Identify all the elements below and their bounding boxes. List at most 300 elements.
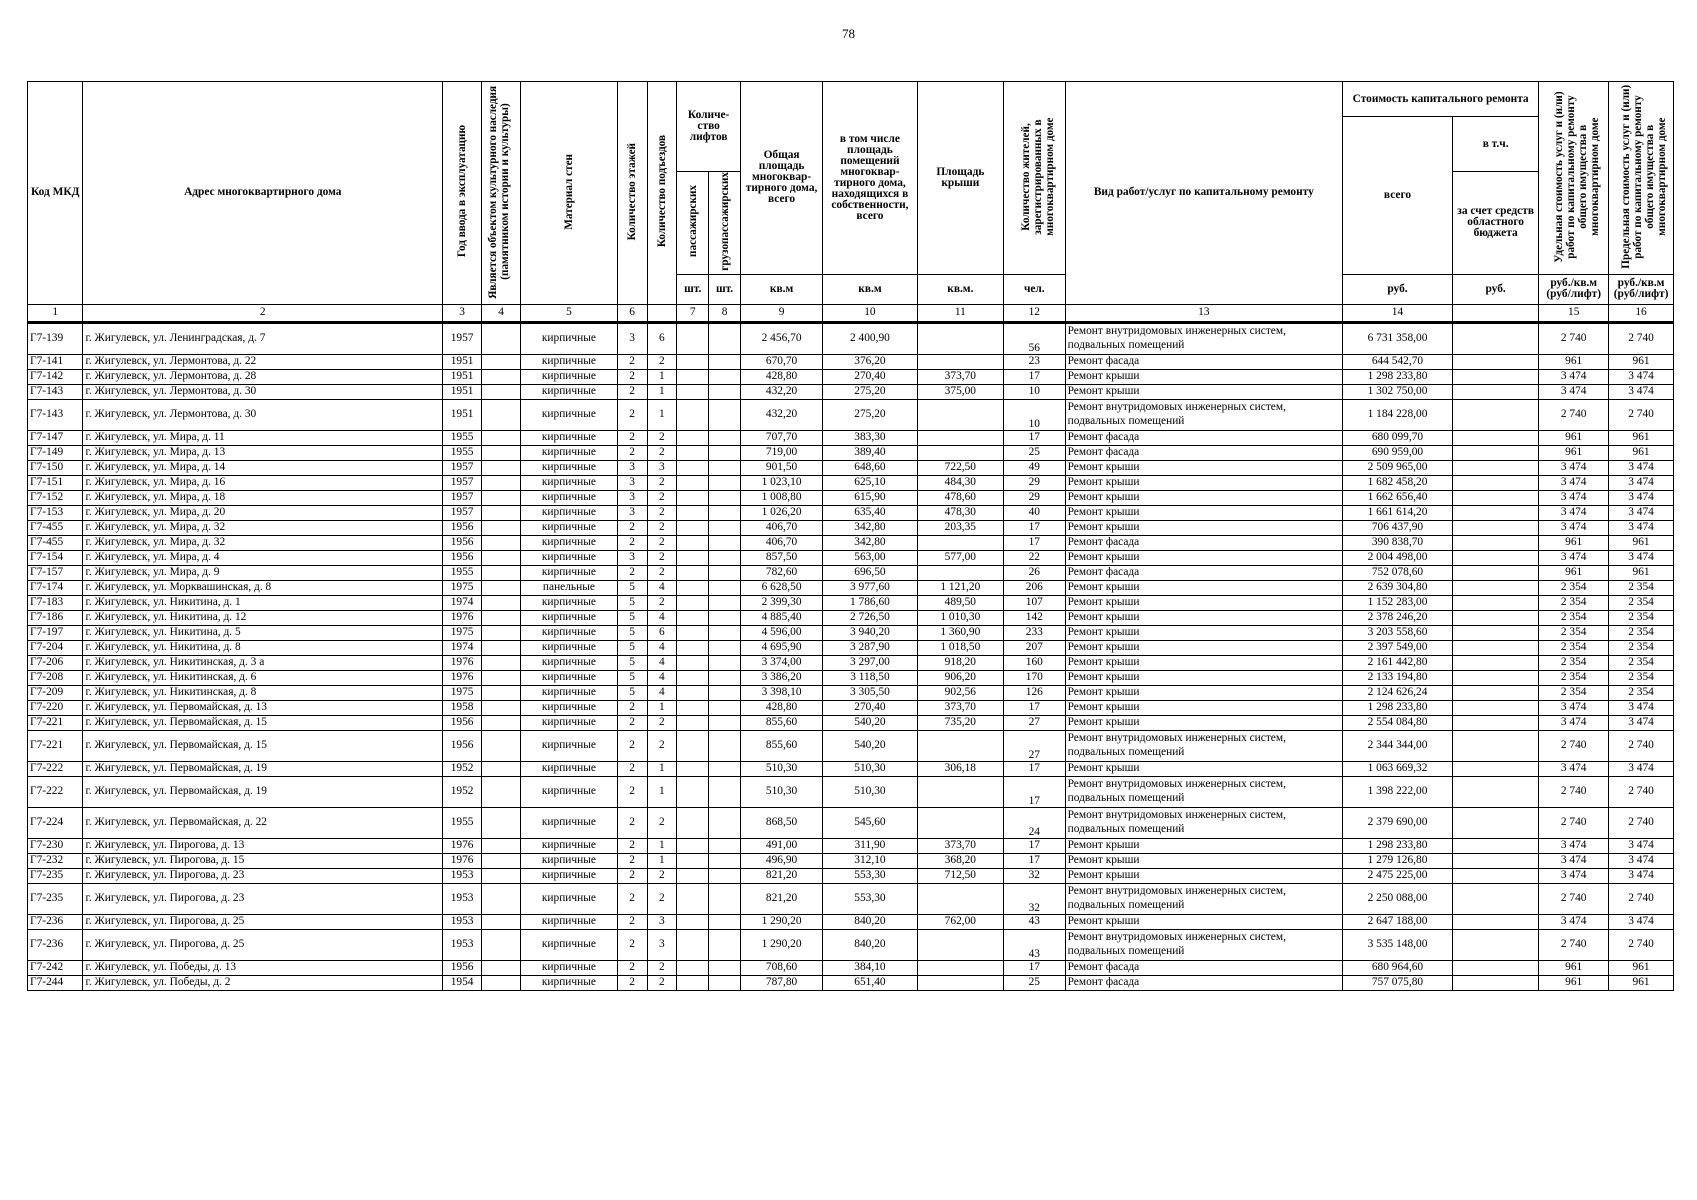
cell-code: Г7-204 <box>28 640 83 655</box>
cell-code: Г7-142 <box>28 369 83 384</box>
cell-owned-area: 1 786,60 <box>823 595 918 610</box>
cell-roof-area: 478,60 <box>917 490 1003 505</box>
cell-code: Г7-222 <box>28 776 83 807</box>
cell-entrances: 3 <box>647 929 677 960</box>
cell-work-type: Ремонт внутридомовых инженерных систем, подвальных помещений <box>1065 730 1342 761</box>
cell-year: 1974 <box>443 640 482 655</box>
cell-owned-area: 311,90 <box>823 838 918 853</box>
cell-cost-total: 1 398 222,00 <box>1343 776 1453 807</box>
cell-passenger <box>677 322 709 354</box>
cell-total-area: 821,20 <box>740 868 822 883</box>
cell-roof-area: 368,20 <box>917 853 1003 868</box>
cell-roof-area: 203,35 <box>917 520 1003 535</box>
cell-freight <box>709 700 741 715</box>
column-number: 14 <box>1343 304 1453 322</box>
cell-work-type: Ремонт фасада <box>1065 430 1342 445</box>
cell-address: г. Жигулевск, ул. Мира, д. 32 <box>83 520 443 535</box>
cell-material: кирпичные <box>521 595 618 610</box>
header-material: Материал стен <box>521 82 618 305</box>
cell-address: г. Жигулевск, ул. Мира, д. 11 <box>83 430 443 445</box>
column-number: 3 <box>443 304 482 322</box>
cell-heritage <box>482 868 521 883</box>
cell-freight <box>709 369 741 384</box>
cell-owned-area: 275,20 <box>823 384 918 399</box>
cell-heritage <box>482 354 521 369</box>
cell-cost-total: 752 078,60 <box>1343 565 1453 580</box>
table-row <box>28 700 1674 715</box>
cell-cost-total: 644 542,70 <box>1343 354 1453 369</box>
cell-residents: 24 <box>1003 807 1065 838</box>
cell-cost-total: 1 279 126,80 <box>1343 853 1453 868</box>
cell-freight <box>709 975 741 990</box>
cell-heritage <box>482 640 521 655</box>
cell-regional <box>1452 730 1538 761</box>
cell-heritage <box>482 761 521 776</box>
unit-regional: руб. <box>1452 274 1538 304</box>
cell-max-cost: 2 354 <box>1609 670 1674 685</box>
cell-material: кирпичные <box>521 868 618 883</box>
cell-year: 1956 <box>443 730 482 761</box>
cell-passenger <box>677 761 709 776</box>
cell-unit-cost: 3 474 <box>1539 550 1609 565</box>
column-number: 10 <box>823 304 918 322</box>
cell-max-cost: 3 474 <box>1609 505 1674 520</box>
cell-roof-area: 375,00 <box>917 384 1003 399</box>
unit-max-cost: руб./кв.м (руб/лифт) <box>1609 274 1674 304</box>
cell-residents: 40 <box>1003 505 1065 520</box>
cell-work-type: Ремонт крыши <box>1065 550 1342 565</box>
cell-code: Г7-143 <box>28 384 83 399</box>
table-row <box>28 868 1674 883</box>
cell-code: Г7-208 <box>28 670 83 685</box>
cell-total-area: 428,80 <box>740 369 822 384</box>
cell-unit-cost: 2 740 <box>1539 399 1609 430</box>
cell-heritage <box>482 929 521 960</box>
cell-owned-area: 510,30 <box>823 761 918 776</box>
table-row <box>28 520 1674 535</box>
cell-year: 1951 <box>443 354 482 369</box>
cell-residents: 29 <box>1003 490 1065 505</box>
cell-total-area: 2 399,30 <box>740 595 822 610</box>
column-number: 15 <box>1539 304 1609 322</box>
cell-material: кирпичные <box>521 685 618 700</box>
cell-heritage <box>482 460 521 475</box>
cell-owned-area: 840,20 <box>823 914 918 929</box>
cell-unit-cost: 3 474 <box>1539 761 1609 776</box>
cell-unit-cost: 3 474 <box>1539 505 1609 520</box>
cell-heritage <box>482 838 521 853</box>
cell-passenger <box>677 838 709 853</box>
cell-floors: 2 <box>617 369 647 384</box>
cell-entrances: 4 <box>647 640 677 655</box>
cell-entrances: 2 <box>647 730 677 761</box>
cell-cost-total: 2 475 225,00 <box>1343 868 1453 883</box>
cell-code: Г7-224 <box>28 807 83 838</box>
header-max-cost: Предельная стоимость услуг и (или) работ по капитальному ремонту общего имущества в многоквартирном доме <box>1609 82 1674 275</box>
unit-cost-total: руб. <box>1343 274 1453 304</box>
cell-max-cost: 3 474 <box>1609 475 1674 490</box>
cell-passenger <box>677 490 709 505</box>
cell-year: 1975 <box>443 625 482 640</box>
table-body <box>28 322 1674 990</box>
cell-regional <box>1452 761 1538 776</box>
cell-year: 1976 <box>443 853 482 868</box>
cell-entrances: 6 <box>647 322 677 354</box>
cell-regional <box>1452 975 1538 990</box>
cell-work-type: Ремонт крыши <box>1065 640 1342 655</box>
cell-owned-area: 3 287,90 <box>823 640 918 655</box>
cell-material: кирпичные <box>521 838 618 853</box>
cell-total-area: 1 026,20 <box>740 505 822 520</box>
cell-total-area: 3 386,20 <box>740 670 822 685</box>
cell-residents: 49 <box>1003 460 1065 475</box>
cell-floors: 2 <box>617 565 647 580</box>
cell-floors: 5 <box>617 580 647 595</box>
cell-heritage <box>482 399 521 430</box>
header-heritage: Является объектом культурного наследия (памятником истории и культуры) <box>482 82 521 305</box>
cell-work-type: Ремонт крыши <box>1065 853 1342 868</box>
cell-roof-area <box>917 354 1003 369</box>
cell-work-type: Ремонт крыши <box>1065 914 1342 929</box>
cell-total-area: 3 398,10 <box>740 685 822 700</box>
cell-cost-total: 680 099,70 <box>1343 430 1453 445</box>
cell-owned-area: 342,80 <box>823 520 918 535</box>
cell-heritage <box>482 685 521 700</box>
cell-floors: 2 <box>617 914 647 929</box>
cell-year: 1956 <box>443 520 482 535</box>
cell-cost-total: 2 133 194,80 <box>1343 670 1453 685</box>
cell-roof-area: 489,50 <box>917 595 1003 610</box>
cell-passenger <box>677 354 709 369</box>
cell-year: 1955 <box>443 445 482 460</box>
cell-total-area: 901,50 <box>740 460 822 475</box>
cell-max-cost: 2 740 <box>1609 776 1674 807</box>
cell-floors: 3 <box>617 490 647 505</box>
cell-unit-cost: 2 354 <box>1539 640 1609 655</box>
cell-passenger <box>677 550 709 565</box>
cell-material: кирпичные <box>521 565 618 580</box>
cell-material: кирпичные <box>521 505 618 520</box>
cell-roof-area <box>917 730 1003 761</box>
cell-code: Г7-244 <box>28 975 83 990</box>
cell-material: кирпичные <box>521 640 618 655</box>
cell-floors: 2 <box>617 776 647 807</box>
cell-material: кирпичные <box>521 655 618 670</box>
cell-passenger <box>677 399 709 430</box>
cell-roof-area <box>917 975 1003 990</box>
cell-entrances: 2 <box>647 354 677 369</box>
cell-year: 1976 <box>443 655 482 670</box>
cell-roof-area <box>917 883 1003 914</box>
cell-unit-cost: 2 740 <box>1539 929 1609 960</box>
cell-entrances: 2 <box>647 975 677 990</box>
cell-floors: 2 <box>617 700 647 715</box>
table-row <box>28 625 1674 640</box>
cell-owned-area: 553,30 <box>823 883 918 914</box>
cell-unit-cost: 961 <box>1539 354 1609 369</box>
table-row <box>28 655 1674 670</box>
cell-material: панельные <box>521 580 618 595</box>
cell-heritage <box>482 960 521 975</box>
cell-max-cost: 2 740 <box>1609 322 1674 354</box>
header-freight: грузопассажирских <box>709 172 741 275</box>
header-unit-cost: Удельная стоимость услуг и (или) работ по капитальному ремонту общего имущества в многоквартирном доме <box>1539 82 1609 275</box>
cell-roof-area: 373,70 <box>917 838 1003 853</box>
cell-roof-area <box>917 565 1003 580</box>
unit-total-area: кв.м <box>740 274 822 304</box>
cell-material: кирпичные <box>521 384 618 399</box>
table-row <box>28 730 1674 761</box>
cell-year: 1954 <box>443 975 482 990</box>
cell-residents: 22 <box>1003 550 1065 565</box>
cell-address: г. Жигулевск, ул. Никитина, д. 12 <box>83 610 443 625</box>
cell-floors: 3 <box>617 505 647 520</box>
cell-year: 1976 <box>443 838 482 853</box>
cell-regional <box>1452 960 1538 975</box>
cell-heritage <box>482 565 521 580</box>
cell-owned-area: 3 940,20 <box>823 625 918 640</box>
cell-passenger <box>677 505 709 520</box>
cell-entrances: 2 <box>647 505 677 520</box>
cell-cost-total: 3 203 558,60 <box>1343 625 1453 640</box>
cell-floors: 5 <box>617 595 647 610</box>
cell-code: Г7-206 <box>28 655 83 670</box>
cell-floors: 5 <box>617 670 647 685</box>
cell-heritage <box>482 730 521 761</box>
cell-owned-area: 563,00 <box>823 550 918 565</box>
cell-freight <box>709 610 741 625</box>
table-row <box>28 565 1674 580</box>
cell-residents: 17 <box>1003 776 1065 807</box>
cell-floors: 2 <box>617 730 647 761</box>
cell-unit-cost: 3 474 <box>1539 715 1609 730</box>
cell-code: Г7-220 <box>28 700 83 715</box>
cell-owned-area: 696,50 <box>823 565 918 580</box>
cell-address: г. Жигулевск, ул. Ленинградская, д. 7 <box>83 322 443 354</box>
table-row <box>28 399 1674 430</box>
cell-work-type: Ремонт крыши <box>1065 460 1342 475</box>
cell-year: 1952 <box>443 761 482 776</box>
cell-total-area: 1 290,20 <box>740 914 822 929</box>
cell-work-type: Ремонт внутридомовых инженерных систем, подвальных помещений <box>1065 883 1342 914</box>
cell-cost-total: 2 397 549,00 <box>1343 640 1453 655</box>
cell-owned-area: 270,40 <box>823 369 918 384</box>
cell-passenger <box>677 445 709 460</box>
cell-max-cost: 2 354 <box>1609 595 1674 610</box>
cell-total-area: 432,20 <box>740 399 822 430</box>
cell-cost-total: 1 298 233,80 <box>1343 369 1453 384</box>
cell-year: 1957 <box>443 475 482 490</box>
cell-owned-area: 840,20 <box>823 929 918 960</box>
cell-address: г. Жигулевск, ул. Мира, д. 14 <box>83 460 443 475</box>
cell-total-area: 432,20 <box>740 384 822 399</box>
cell-roof-area: 906,20 <box>917 670 1003 685</box>
table-row <box>28 430 1674 445</box>
cell-heritage <box>482 369 521 384</box>
cell-work-type: Ремонт внутридомовых инженерных систем, подвальных помещений <box>1065 322 1342 354</box>
cell-address: г. Жигулевск, ул. Пирогова, д. 23 <box>83 868 443 883</box>
cell-code: Г7-222 <box>28 761 83 776</box>
cell-owned-area: 270,40 <box>823 700 918 715</box>
cell-max-cost: 2 354 <box>1609 610 1674 625</box>
cell-freight <box>709 807 741 838</box>
header-total-area: Общая площадь многоквар-тирного дома, всего <box>740 82 822 275</box>
cell-freight <box>709 761 741 776</box>
cell-total-area: 4 885,40 <box>740 610 822 625</box>
cell-regional <box>1452 580 1538 595</box>
header-year: Год ввода в эксплуатацию <box>443 82 482 305</box>
cell-heritage <box>482 505 521 520</box>
cell-roof-area: 1 010,30 <box>917 610 1003 625</box>
cell-residents: 233 <box>1003 625 1065 640</box>
cell-owned-area: 342,80 <box>823 535 918 550</box>
cell-address: г. Жигулевск, ул. Первомайская, д. 15 <box>83 715 443 730</box>
cell-cost-total: 2 124 626,24 <box>1343 685 1453 700</box>
cell-material: кирпичные <box>521 610 618 625</box>
table-row <box>28 670 1674 685</box>
cell-regional <box>1452 520 1538 535</box>
cell-owned-area: 312,10 <box>823 853 918 868</box>
cell-unit-cost: 2 354 <box>1539 580 1609 595</box>
cell-regional <box>1452 640 1538 655</box>
cell-code: Г7-143 <box>28 399 83 430</box>
cell-regional <box>1452 550 1538 565</box>
cell-total-area: 855,60 <box>740 730 822 761</box>
table-row <box>28 776 1674 807</box>
cell-work-type: Ремонт крыши <box>1065 580 1342 595</box>
cell-entrances: 1 <box>647 384 677 399</box>
cell-cost-total: 1 661 614,20 <box>1343 505 1453 520</box>
cell-material: кирпичные <box>521 761 618 776</box>
cell-code: Г7-209 <box>28 685 83 700</box>
cell-entrances: 4 <box>647 655 677 670</box>
cell-material: кирпичные <box>521 776 618 807</box>
cell-roof-area <box>917 535 1003 550</box>
cell-passenger <box>677 853 709 868</box>
cell-regional <box>1452 700 1538 715</box>
cell-cost-total: 1 152 283,00 <box>1343 595 1453 610</box>
cell-total-area: 719,00 <box>740 445 822 460</box>
cell-floors: 2 <box>617 445 647 460</box>
cell-year: 1952 <box>443 776 482 807</box>
cell-address: г. Жигулевск, ул. Пирогова, д. 25 <box>83 929 443 960</box>
cell-work-type: Ремонт фасада <box>1065 445 1342 460</box>
cell-regional <box>1452 853 1538 868</box>
cell-residents: 43 <box>1003 914 1065 929</box>
cell-max-cost: 2 740 <box>1609 807 1674 838</box>
cell-passenger <box>677 883 709 914</box>
cell-work-type: Ремонт фасада <box>1065 975 1342 990</box>
cell-residents: 17 <box>1003 853 1065 868</box>
cell-freight <box>709 354 741 369</box>
cell-max-cost: 2 740 <box>1609 730 1674 761</box>
cell-address: г. Жигулевск, ул. Мира, д. 20 <box>83 505 443 520</box>
cell-freight <box>709 776 741 807</box>
cell-cost-total: 706 437,90 <box>1343 520 1453 535</box>
cell-year: 1957 <box>443 490 482 505</box>
header-cost: Стоимость капитального ремонта <box>1343 82 1539 117</box>
cell-residents: 206 <box>1003 580 1065 595</box>
cell-cost-total: 1 298 233,80 <box>1343 700 1453 715</box>
cell-freight <box>709 914 741 929</box>
cell-max-cost: 961 <box>1609 960 1674 975</box>
cell-residents: 160 <box>1003 655 1065 670</box>
cell-address: г. Жигулевск, ул. Мира, д. 32 <box>83 535 443 550</box>
unit-passenger: шт. <box>677 274 709 304</box>
column-number: 12 <box>1003 304 1065 322</box>
cell-regional <box>1452 914 1538 929</box>
unit-freight: шт. <box>709 274 741 304</box>
cell-work-type: Ремонт крыши <box>1065 868 1342 883</box>
cell-work-type: Ремонт крыши <box>1065 655 1342 670</box>
cell-regional <box>1452 490 1538 505</box>
table-row <box>28 960 1674 975</box>
cell-total-area: 406,70 <box>740 535 822 550</box>
cell-year: 1955 <box>443 807 482 838</box>
cell-freight <box>709 715 741 730</box>
cell-total-area: 406,70 <box>740 520 822 535</box>
cell-owned-area: 648,60 <box>823 460 918 475</box>
cell-floors: 2 <box>617 384 647 399</box>
cell-freight <box>709 655 741 670</box>
table-row <box>28 610 1674 625</box>
cell-max-cost: 2 354 <box>1609 625 1674 640</box>
cell-passenger <box>677 640 709 655</box>
cell-owned-area: 3 305,50 <box>823 685 918 700</box>
cell-total-area: 491,00 <box>740 838 822 853</box>
cell-code: Г7-230 <box>28 838 83 853</box>
cell-freight <box>709 640 741 655</box>
cell-residents: 23 <box>1003 354 1065 369</box>
cell-floors: 5 <box>617 685 647 700</box>
table-row <box>28 475 1674 490</box>
cell-entrances: 2 <box>647 883 677 914</box>
cell-regional <box>1452 838 1538 853</box>
cell-freight <box>709 565 741 580</box>
cell-material: кирпичные <box>521 445 618 460</box>
cell-owned-area: 540,20 <box>823 730 918 761</box>
cell-year: 1955 <box>443 430 482 445</box>
cell-cost-total: 2 379 690,00 <box>1343 807 1453 838</box>
cell-residents: 10 <box>1003 399 1065 430</box>
cell-heritage <box>482 580 521 595</box>
cell-address: г. Жигулевск, ул. Победы, д. 2 <box>83 975 443 990</box>
cell-total-area: 1 290,20 <box>740 929 822 960</box>
cell-regional <box>1452 384 1538 399</box>
cell-passenger <box>677 369 709 384</box>
cell-passenger <box>677 868 709 883</box>
cell-work-type: Ремонт крыши <box>1065 715 1342 730</box>
cell-residents: 17 <box>1003 838 1065 853</box>
cell-max-cost: 3 474 <box>1609 384 1674 399</box>
cell-regional <box>1452 929 1538 960</box>
cell-owned-area: 384,10 <box>823 960 918 975</box>
cell-address: г. Жигулевск, ул. Мира, д. 16 <box>83 475 443 490</box>
cell-max-cost: 961 <box>1609 430 1674 445</box>
cell-work-type: Ремонт крыши <box>1065 685 1342 700</box>
cell-cost-total: 2 639 304,80 <box>1343 580 1453 595</box>
cell-material: кирпичные <box>521 883 618 914</box>
cell-unit-cost: 3 474 <box>1539 700 1609 715</box>
table-row <box>28 595 1674 610</box>
cell-entrances: 1 <box>647 369 677 384</box>
cell-passenger <box>677 700 709 715</box>
table-row <box>28 807 1674 838</box>
cell-freight <box>709 883 741 914</box>
cell-passenger <box>677 685 709 700</box>
cell-entrances: 2 <box>647 595 677 610</box>
cell-unit-cost: 2 354 <box>1539 655 1609 670</box>
